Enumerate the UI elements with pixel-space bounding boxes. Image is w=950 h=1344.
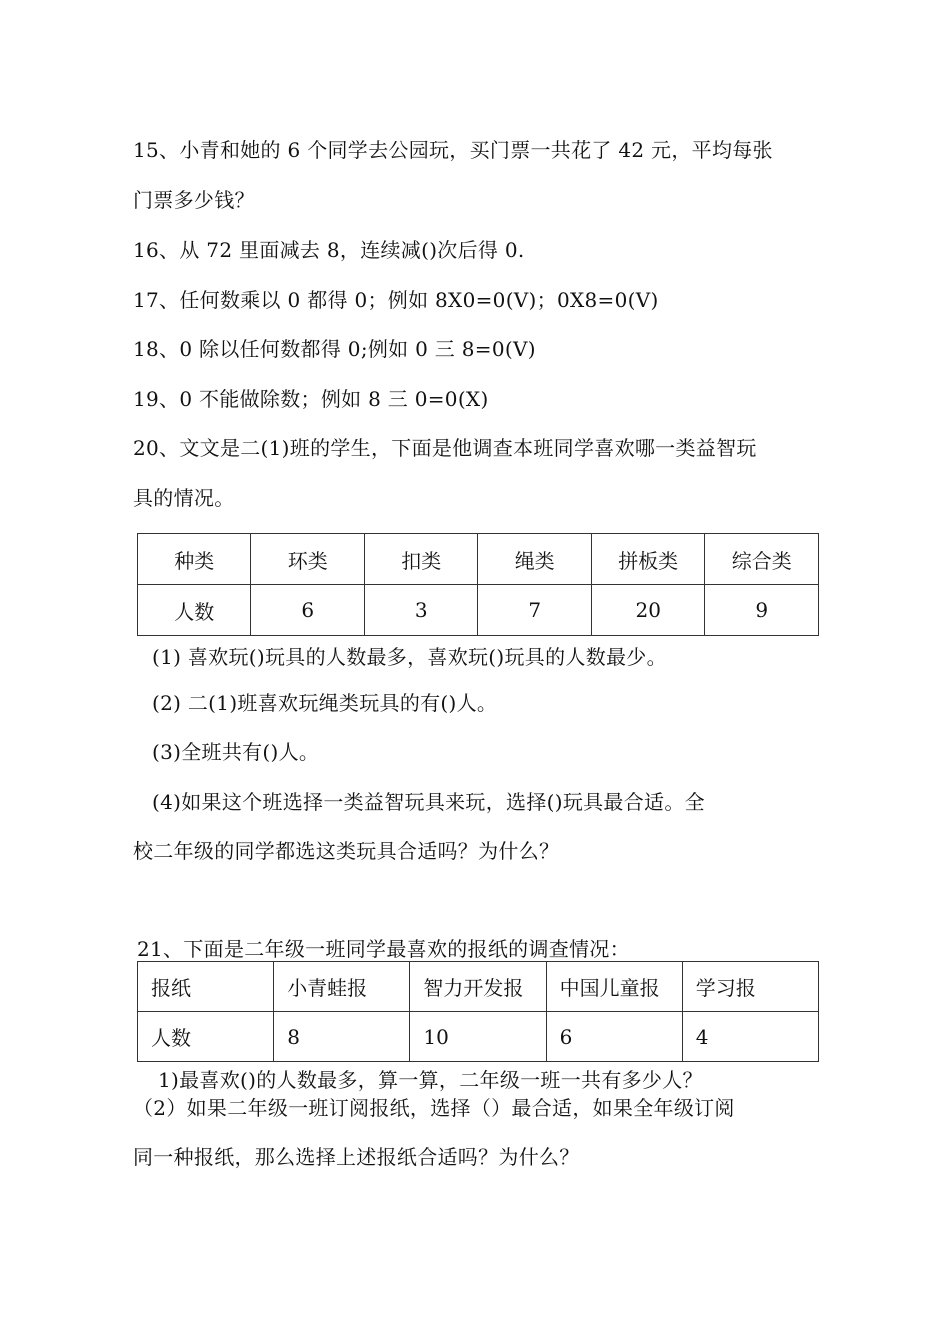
table-cell: 6	[546, 1012, 682, 1062]
question-15-line-2: 门票多少钱？	[133, 188, 255, 212]
question-20-line-2: 具的情况。	[133, 486, 235, 510]
table-row	[138, 962, 819, 1012]
question-15-line-1: 15、小青和她的 6 个同学去公园玩，买门票一共花了 42 元，平均每张	[133, 138, 773, 162]
table-row	[138, 534, 819, 585]
table-cell: 学习报	[682, 962, 818, 1012]
question-18: 18、0 除以任何数都得 0;例如 0 三 8=0(V)	[133, 337, 536, 361]
question-20-sub-4-line-2: 校二年级的同学都选这类玩具合适吗？为什么？	[133, 839, 560, 863]
table-cell: 小青蛙报	[274, 962, 410, 1012]
table-cell: 人数	[138, 1012, 274, 1062]
question-20-line-1: 20、文文是二(1)班的学生，下面是他调查本班同学喜欢哪一类益智玩	[133, 436, 757, 460]
table-cell: 10	[410, 1012, 546, 1062]
table-row	[138, 1012, 819, 1062]
question-20-sub-2: (2) 二(1)班喜欢玩绳类玩具的有()人。	[152, 691, 498, 715]
question-21-sub-1: 1)最喜欢()的人数最多，算一算，二年级一班一共有多少人？	[158, 1068, 703, 1092]
question-21-sub-2-line-2: 同一种报纸，那么选择上述报纸合适吗？为什么？	[133, 1145, 580, 1169]
table-cell: 6	[251, 585, 364, 636]
question-21-sub-2-line-1: （2）如果二年级一班订阅报纸，选择（）最合适，如果全年级订阅	[133, 1096, 735, 1120]
table-cell: 拼板类	[591, 534, 705, 585]
question-19: 19、0 不能做除数；例如 8 三 0=0(X)	[133, 387, 489, 411]
table-cell: 绳类	[478, 534, 591, 585]
table-cell: 环类	[251, 534, 364, 585]
table-cell: 报纸	[138, 962, 274, 1012]
table-cell: 综合类	[705, 534, 819, 585]
question-20-sub-4-line-1: (4)如果这个班选择一类益智玩具来玩，选择()玩具最合适。全	[152, 790, 705, 814]
question-20-sub-1: (1) 喜欢玩()玩具的人数最多，喜欢玩()玩具的人数最少。	[152, 645, 667, 669]
table-cell: 扣类	[364, 534, 477, 585]
question-17: 17、任何数乘以 0 都得 0；例如 8X0=0(V)；0X8=0(V)	[133, 288, 659, 312]
table-cell: 20	[591, 585, 705, 636]
table-row	[138, 585, 819, 636]
toy-survey-table	[137, 533, 819, 636]
table-cell: 4	[682, 1012, 818, 1062]
question-16: 16、从 72 里面减去 8，连续减()次后得 0.	[133, 238, 525, 262]
table-cell: 人数	[138, 585, 251, 636]
table-cell: 9	[705, 585, 819, 636]
question-20-sub-3: (3)全班共有()人。	[152, 740, 320, 764]
table-cell: 7	[478, 585, 591, 636]
table-cell: 3	[364, 585, 477, 636]
newspaper-survey-table	[137, 961, 819, 1062]
question-21-intro: 21、下面是二年级一班同学最喜欢的报纸的调查情况：	[137, 937, 630, 961]
table-cell: 种类	[138, 534, 251, 585]
table-cell: 8	[274, 1012, 410, 1062]
table-cell: 智力开发报	[410, 962, 546, 1012]
table-cell: 中国儿童报	[546, 962, 682, 1012]
